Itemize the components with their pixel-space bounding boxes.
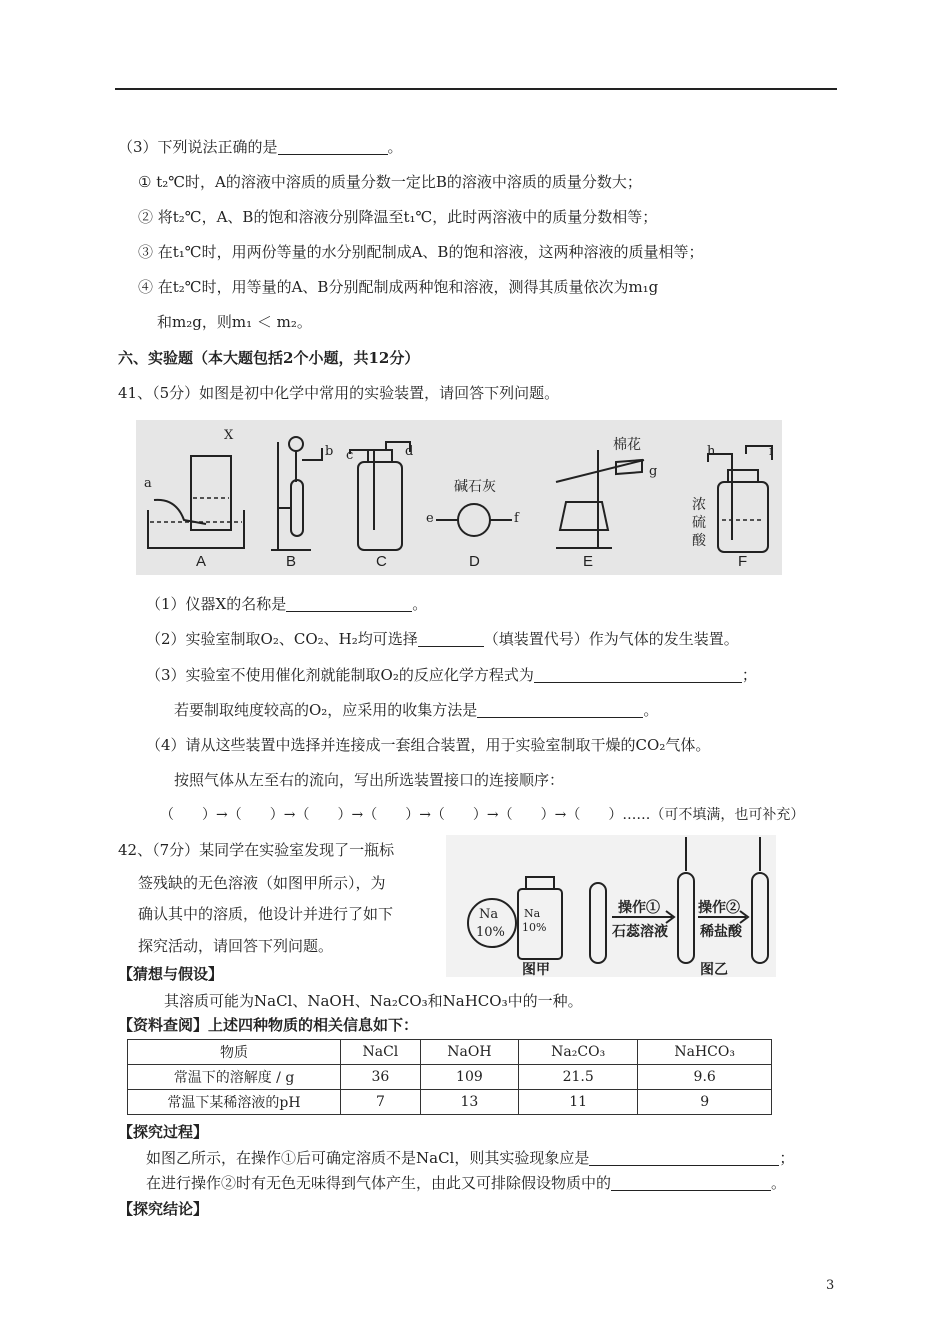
table-cell: 21.5 [519, 1065, 638, 1090]
table-cell: 13 [420, 1090, 518, 1115]
q41-sub2: （2）实验室制取O₂、CO₂、H₂均可选择 （填装置代号）作为气体的发生装置。 [146, 630, 739, 648]
section-title: 六、实验题（本大题包括2个小题，共12分） [118, 349, 420, 367]
port-b: b [325, 444, 334, 459]
q42-stem-4: 探究活动，请回答下列问题。 [138, 937, 334, 955]
option-3: ③ 在t₁℃时，用两份等量的水分别配制成A、B的饱和溶液，这两种溶液的质量相等； [138, 243, 704, 261]
table-cell: 9.6 [638, 1065, 772, 1090]
label-A: A [196, 553, 207, 570]
table-cell: 7 [341, 1090, 421, 1115]
table-cell: 36 [341, 1065, 421, 1090]
q40-3-prompt: （3）下列说法正确的是 。 [118, 138, 403, 156]
port-g: g [649, 464, 658, 479]
process-2: 在进行操作②时有无色无味得到气体产生，由此又可排除假设物质中的 。 [146, 1174, 787, 1192]
answer-blank[interactable] [278, 140, 388, 155]
reagent-soda-lime: 碱石灰 [454, 479, 496, 495]
caption-a: 图甲 [522, 962, 550, 978]
table-header: NaHCO₃ [638, 1040, 772, 1065]
port-h: h [707, 444, 716, 459]
port-f: f [514, 511, 519, 526]
answer-blank[interactable] [286, 597, 412, 612]
q41-sub4: （4）请从这些装置中选择并连接成一套组合装置，用于实验室制取干燥的CO₂气体。 [146, 736, 711, 754]
q41-sub4b: 按照气体从左至右的流向，写出所选装置接口的连接顺序： [174, 771, 565, 789]
label-F: F [738, 553, 748, 570]
port-c: c [346, 448, 354, 463]
answer-blank[interactable] [477, 703, 643, 718]
reagent-acid-1: 浓 [692, 497, 706, 513]
substance-table [127, 1039, 772, 1115]
table-cell: 常温下的溶解度 / g [128, 1065, 341, 1090]
page-number: 3 [826, 1278, 835, 1293]
port-i: i [769, 444, 774, 459]
answer-blank[interactable] [589, 1151, 779, 1166]
q41-stem: 41、（5分）如图是初中化学中常用的实验装置，请回答下列问题。 [118, 384, 560, 402]
apparatus-drawing [136, 420, 782, 575]
bottle-tag-top: Na [524, 907, 541, 920]
process-title: 【探究过程】 [118, 1123, 209, 1141]
table-cell: 11 [519, 1090, 638, 1115]
port-X: X [224, 428, 234, 443]
table-header: NaOH [420, 1040, 518, 1065]
caption-b: 图乙 [700, 962, 728, 978]
table-row [128, 1065, 772, 1090]
port-e: e [426, 511, 434, 526]
step-1-reagent: 石蕊溶液 [612, 924, 668, 940]
q42-figure [446, 835, 776, 977]
label-E: E [583, 553, 594, 570]
label-B: B [286, 553, 297, 570]
bottle-tag-bottom: 10% [522, 921, 547, 934]
step-1: 操作① [618, 900, 660, 916]
table-header: NaCl [341, 1040, 421, 1065]
table-cell: 9 [638, 1090, 772, 1115]
conclusion-title: 【探究结论】 [118, 1200, 209, 1218]
bottle-label-top: Na [479, 907, 499, 922]
q41-sub4c: （ ）→（ ）→（ ）→（ ）→（ ）→（ ）→（ ）……（可不填满，也可补充） [160, 807, 805, 823]
table-cell: 常温下某稀溶液的pH [128, 1090, 341, 1115]
table-header: Na₂CO₃ [519, 1040, 638, 1065]
answer-blank[interactable] [418, 632, 484, 647]
reagent-acid-3: 酸 [692, 533, 706, 549]
label-D: D [469, 553, 480, 570]
answer-blank[interactable] [534, 668, 742, 683]
hypothesis-title: 【猜想与假设】 [118, 965, 224, 983]
q42-stem-1: 42、（7分）某同学在实验室发现了一瓶标 [118, 841, 395, 859]
q42-stem-2: 签残缺的无色溶液（如图甲所示），为 [138, 874, 386, 892]
q42-stem-3: 确认其中的溶质，他设计并进行了如下 [138, 905, 394, 923]
q41-sub1: （1）仪器X的名称是 。 [146, 595, 428, 613]
step-2: 操作② [698, 900, 740, 916]
step-2-reagent: 稀盐酸 [700, 924, 742, 940]
hypothesis-text: 其溶质可能为NaCl、NaOH、Na₂CO₃和NaHCO₃中的一种。 [164, 992, 583, 1010]
q41-sub3b: 若要制取纯度较高的O₂，应采用的收集方法是 。 [174, 701, 659, 719]
option-1: ① t₂℃时，A的溶液中溶质的质量分数一定比B的溶液中溶质的质量分数大； [138, 173, 642, 191]
table-header-row [128, 1040, 772, 1065]
option-2: ② 将t₂℃，A、B的饱和溶液分别降温至t₁℃，此时两溶液中的质量分数相等； [138, 208, 658, 226]
process-1: 如图乙所示，在操作①后可确定溶质不是NaCl，则其实验现象应是 ； [146, 1149, 795, 1167]
bottle-label-bottom: 10% [476, 925, 505, 940]
port-a: a [144, 476, 152, 491]
reagent-acid-2: 硫 [692, 515, 706, 531]
answer-blank[interactable] [611, 1176, 771, 1191]
table-cell: 109 [420, 1065, 518, 1090]
option-4-cont: 和m₂g，则m₁ ＜ m₂。 [157, 313, 312, 331]
reagent-cotton: 棉花 [613, 437, 641, 453]
apparatus-figure [136, 420, 782, 575]
option-4: ④ 在t₂℃时，用等量的A、B分别配制成两种饱和溶液，测得其质量依次为m₁g [138, 278, 659, 296]
table-row [128, 1090, 772, 1115]
table-header: 物质 [128, 1040, 341, 1065]
port-d: d [405, 444, 414, 459]
label-C: C [376, 553, 387, 570]
data-title: 【资料查阅】上述四种物质的相关信息如下： [118, 1016, 419, 1034]
q41-sub3: （3）实验室不使用催化剂就能制取O₂的反应化学方程式为 ； [146, 666, 757, 684]
header-rule [115, 88, 837, 90]
